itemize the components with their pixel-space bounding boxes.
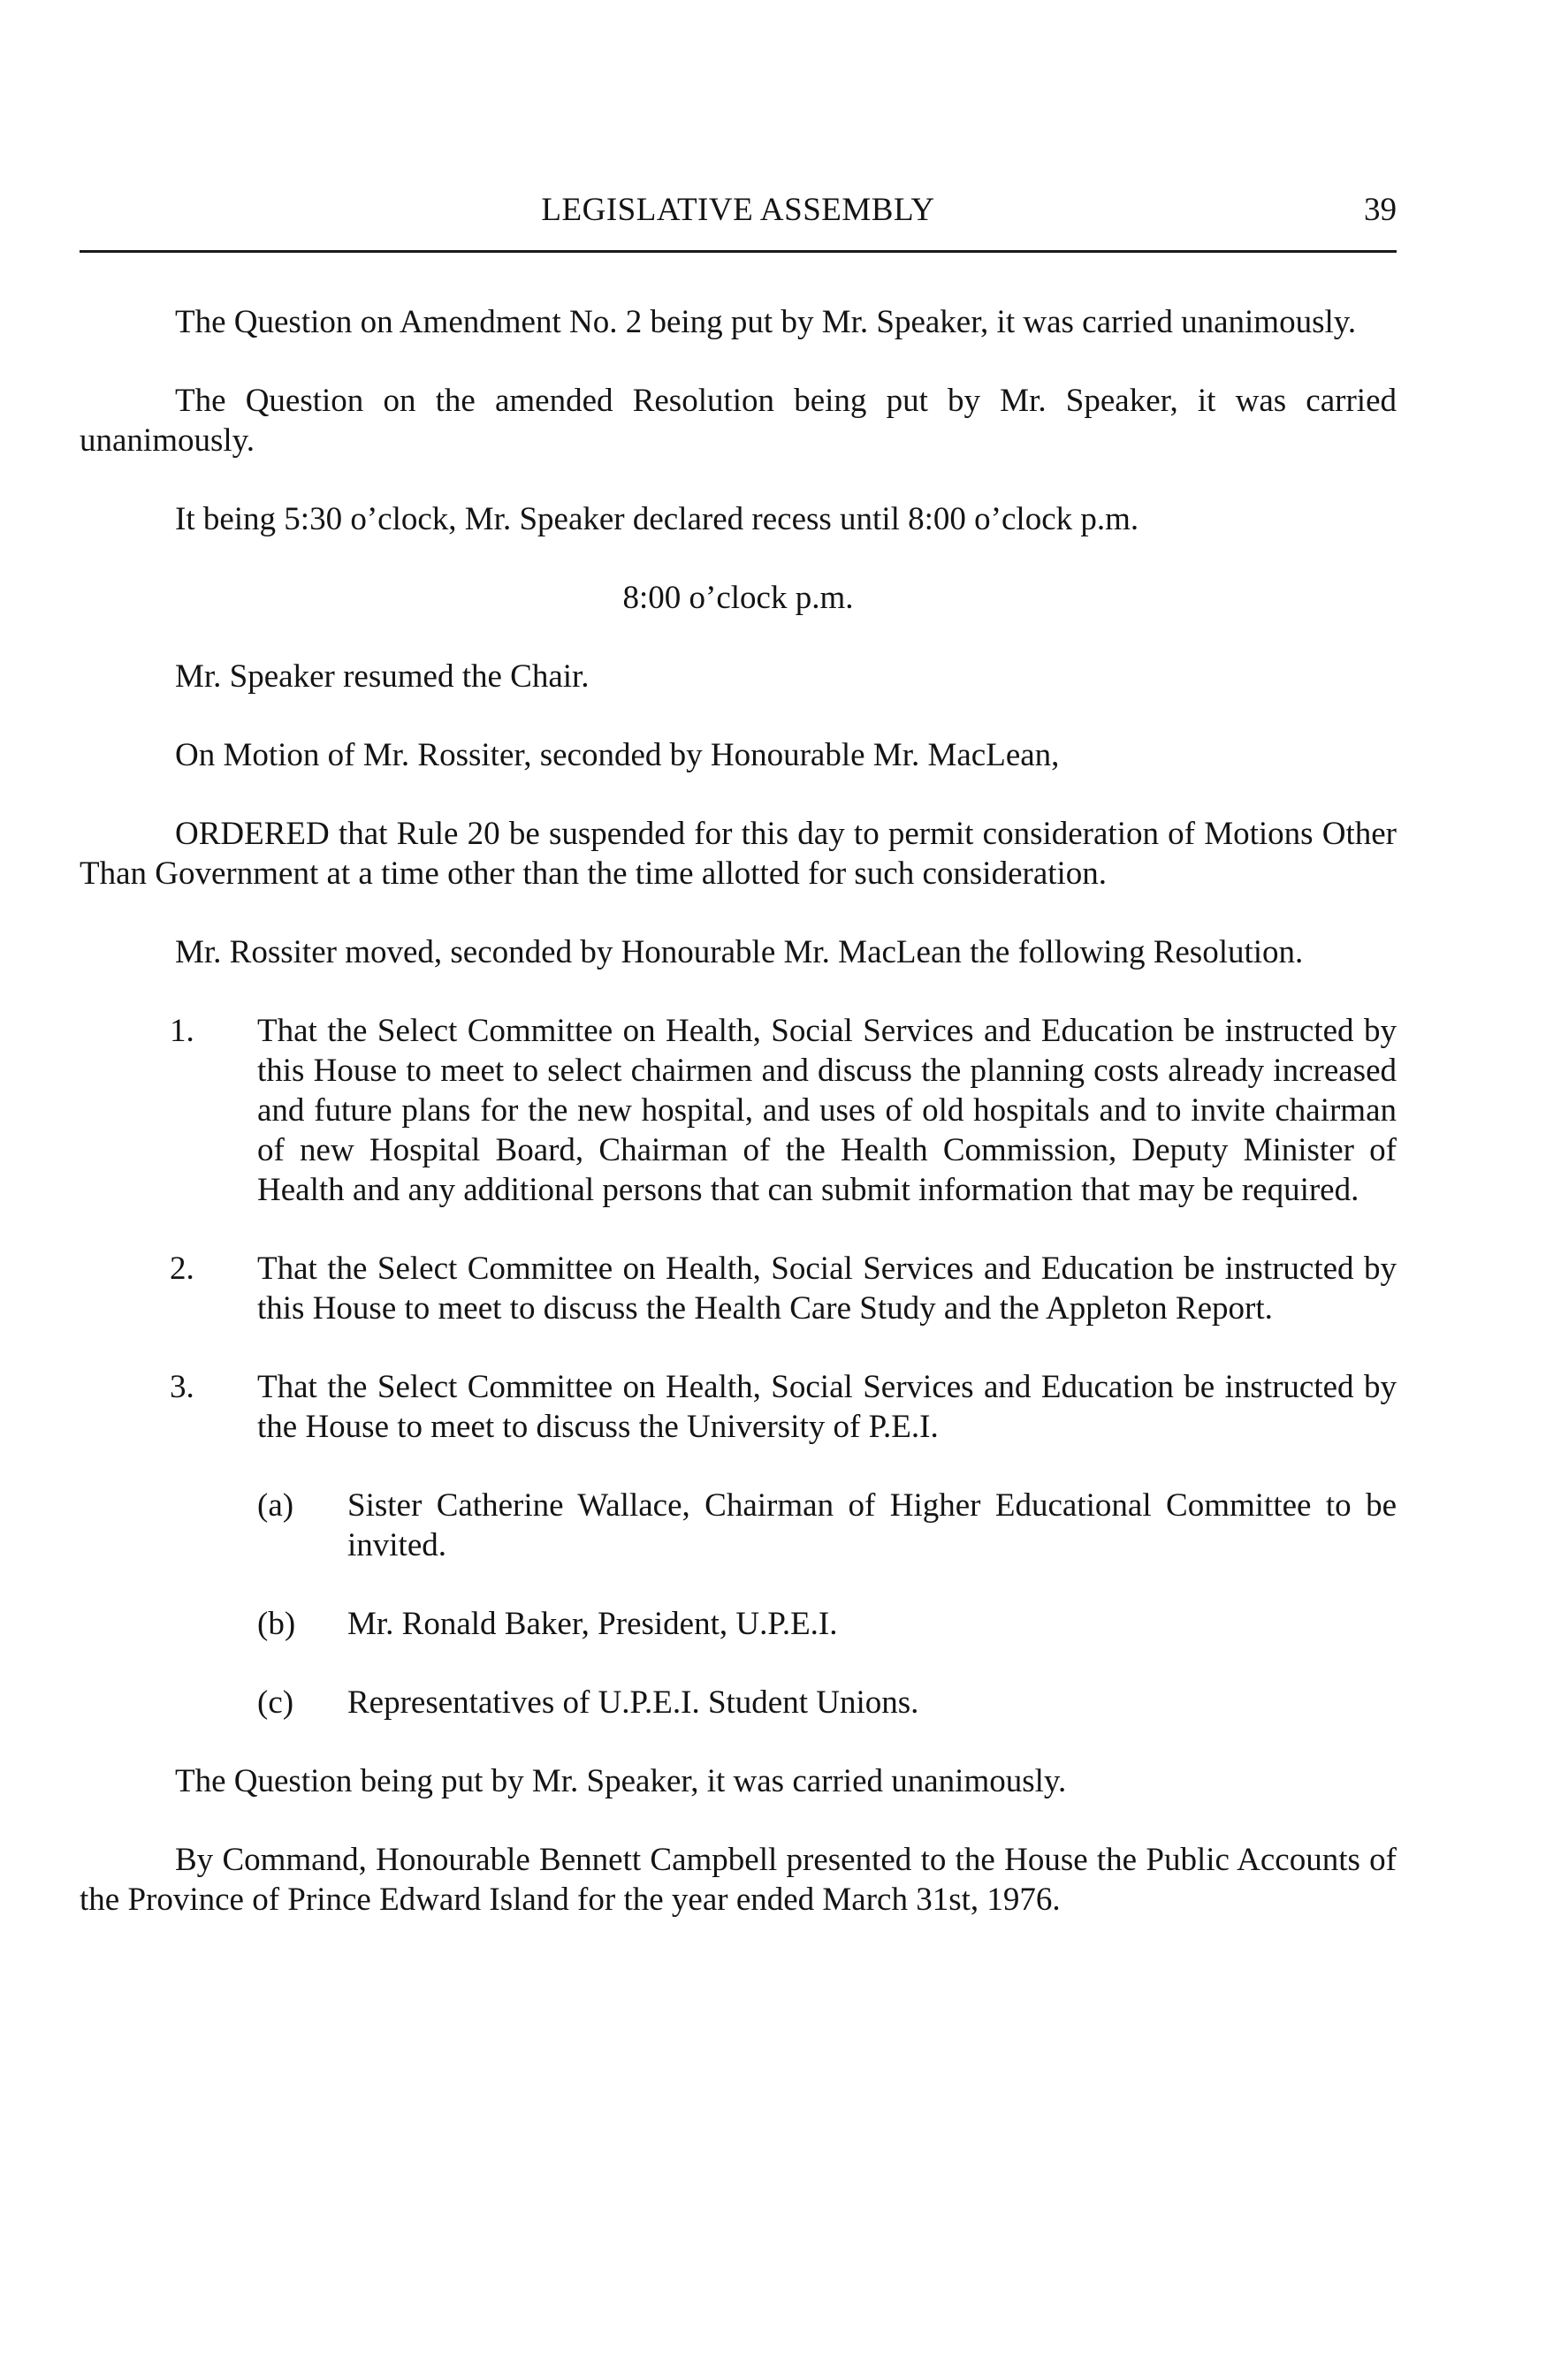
resolution-item [80,1249,1397,1328]
resolution-item-number: 2. [170,1251,194,1287]
resolution-sub-item [80,1604,1397,1644]
paragraph-amendment-vote: The Question on Amendment No. 2 being put by Mr. Speaker, it was carried unanimously. [175,304,1357,340]
resolution-sub-item [80,1683,1397,1722]
paragraph-rossiter-moved: Mr. Rossiter moved, seconded by Honourable Mr. MacLean the following Resolution. [175,934,1304,970]
paragraph-recess: It being 5:30 o’clock, Mr. Speaker declared recess until 8:00 o’clock p.m. [175,501,1139,537]
header-rule [80,250,1397,253]
paragraph-ordered: ORDERED that Rule 20 be suspended for this day to permit consideration of Motions Other Than Government at a time other than the time allotted for such consideration. [80,816,1397,892]
paragraph-resolution-vote: The Question on the amended Resolution being put by Mr. Speaker, it was carried unanimously. [80,383,1397,459]
document-body [80,302,1397,1958]
page-header [80,189,1397,242]
paragraph-question-carried: The Question being put by Mr. Speaker, it was carried unanimously. [175,1763,1067,1799]
paragraph-speaker-resumed: Mr. Speaker resumed the Chair. [175,658,590,695]
resolution-item-text: That the Select Committee on Health, Social Services and Education be instructed by this House to meet to select chairmen and discuss the planning costs already increased and future plans for the new hospital, and uses of old hospitals and to invite chairman of new Hospital Board, Chairman of the Health Commission, Deputy Minister of Health and any additional persons that can submit information that may be required. [257,1013,1397,1208]
resolution-item-text: That the Select Committee on Health, Social Services and Education be instructed by this House to meet to discuss the Health Care Study and the Appleton Report. [257,1251,1397,1327]
time-heading: 8:00 o’clock p.m. [622,580,854,616]
sub-item-text: Representatives of U.P.E.I. Student Unions. [347,1684,919,1721]
resolution-item [80,1011,1397,1210]
resolution-item [80,1367,1397,1447]
sub-item-text: Mr. Ronald Baker, President, U.P.E.I. [347,1606,838,1642]
sub-item-text: Sister Catherine Wallace, Chairman of Higher Educational Committee to be invited. [347,1487,1397,1563]
running-head: LEGISLATIVE ASSEMBLY [541,192,935,228]
sub-item-letter: (c) [257,1684,294,1721]
page-number: 39 [1364,192,1397,228]
paragraph-public-accounts: By Command, Honourable Bennett Campbell presented to the House the Public Accounts of the Province of Prince Edward Island for the year ended March 31st, 1976. [80,1842,1397,1918]
paragraph-motion: On Motion of Mr. Rossiter, seconded by Honourable Mr. MacLean, [175,737,1060,773]
resolution-sub-item [80,1486,1397,1565]
resolution-item-text: That the Select Committee on Health, Social Services and Education be instructed by the House to meet to discuss the University of P.E.I. [257,1369,1397,1445]
resolution-item-number: 3. [170,1369,194,1405]
sub-item-letter: (a) [257,1487,294,1524]
resolution-item-number: 1. [170,1013,194,1049]
sub-item-letter: (b) [257,1606,296,1642]
